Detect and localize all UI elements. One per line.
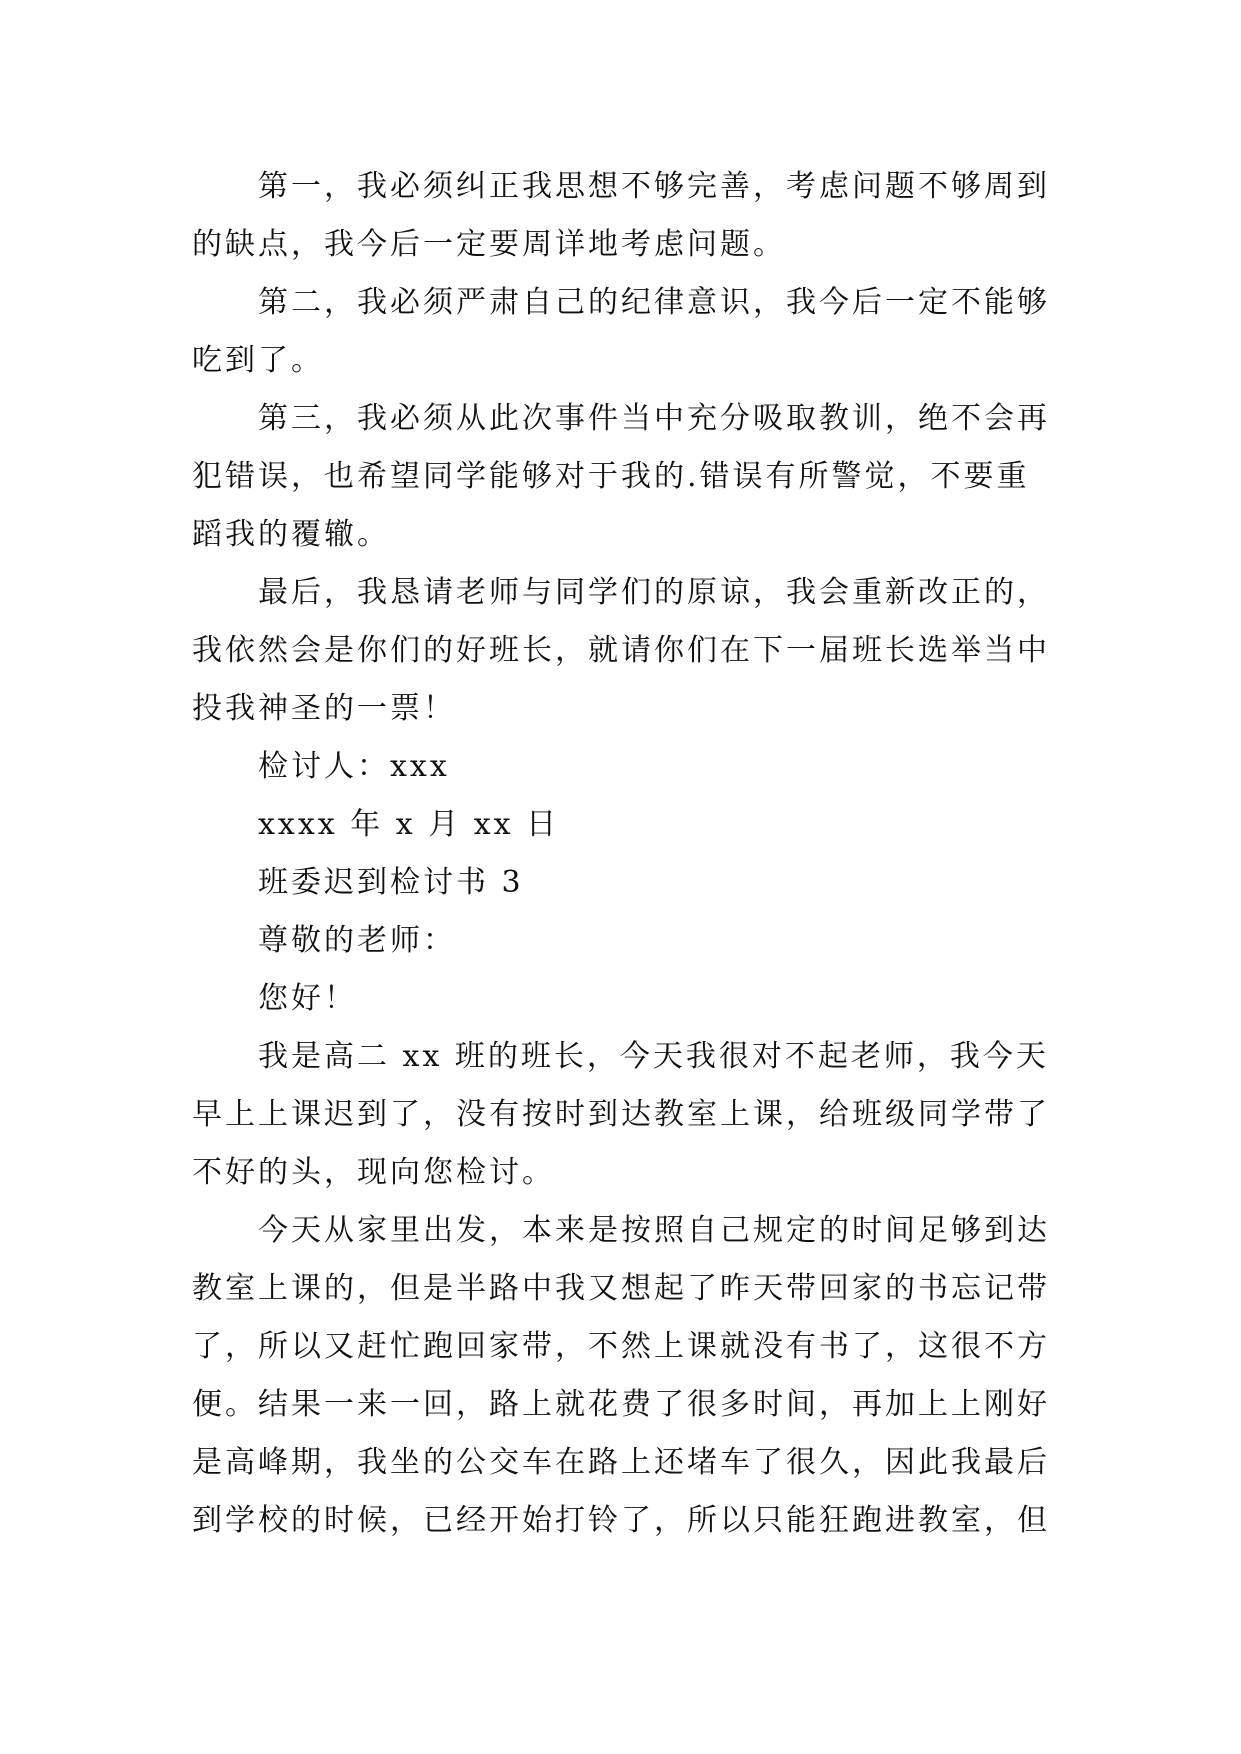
section-title: 班委迟到检讨书 3 xyxy=(258,865,524,900)
document-body xyxy=(192,158,1054,1550)
body-paragraph-intro: 我是高二 xx 班的班长，今天我很对不起老师，我今天早上上课迟到了，没有按时到达教室上课，给班级同学带了不好的头，现向您检讨。 xyxy=(192,1039,1050,1190)
signature-line: 检讨人：xxx xyxy=(258,749,450,784)
paragraph-third: 第三，我必须从此次事件当中充分吸取教训，绝不会再犯错误，也希望同学能够对于我的.错误有所警觉，不要重蹈我的覆辙。 xyxy=(192,401,1050,552)
paragraph-closing: 最后，我恳请老师与同学们的原谅，我会重新改正的，我依然会是你们的好班长，就请你们在下一届班长选举当中投我神圣的一票！ xyxy=(192,575,1050,726)
paragraph-second: 第二，我必须严肃自己的纪律意识，我今后一定不能够吃到了。 xyxy=(192,285,1050,378)
body-paragraph-explanation: 今天从家里出发，本来是按照自己规定的时间足够到达教室上课的，但是半路中我又想起了昨天带回家的书忘记带了，所以又赶忙跑回家带，不然上课就没有书了，这很不方便。结果一来一回，路上就花费了很多时间，再加上上刚好是高峰期，我坐的公交车在路上还堵车了很久，因此我最后到学校的时候，已经开始打铃了，所以只能狂跑进教室，但 xyxy=(192,1213,1050,1538)
paragraph-first: 第一，我必须纠正我思想不够完善，考虑问题不够周到的缺点，我今后一定要周详地考虑问题。 xyxy=(192,169,1050,262)
greeting: 您好！ xyxy=(258,981,357,1016)
date-line: xxxx 年 x 月 xx 日 xyxy=(258,807,560,842)
salutation: 尊敬的老师： xyxy=(258,923,456,958)
